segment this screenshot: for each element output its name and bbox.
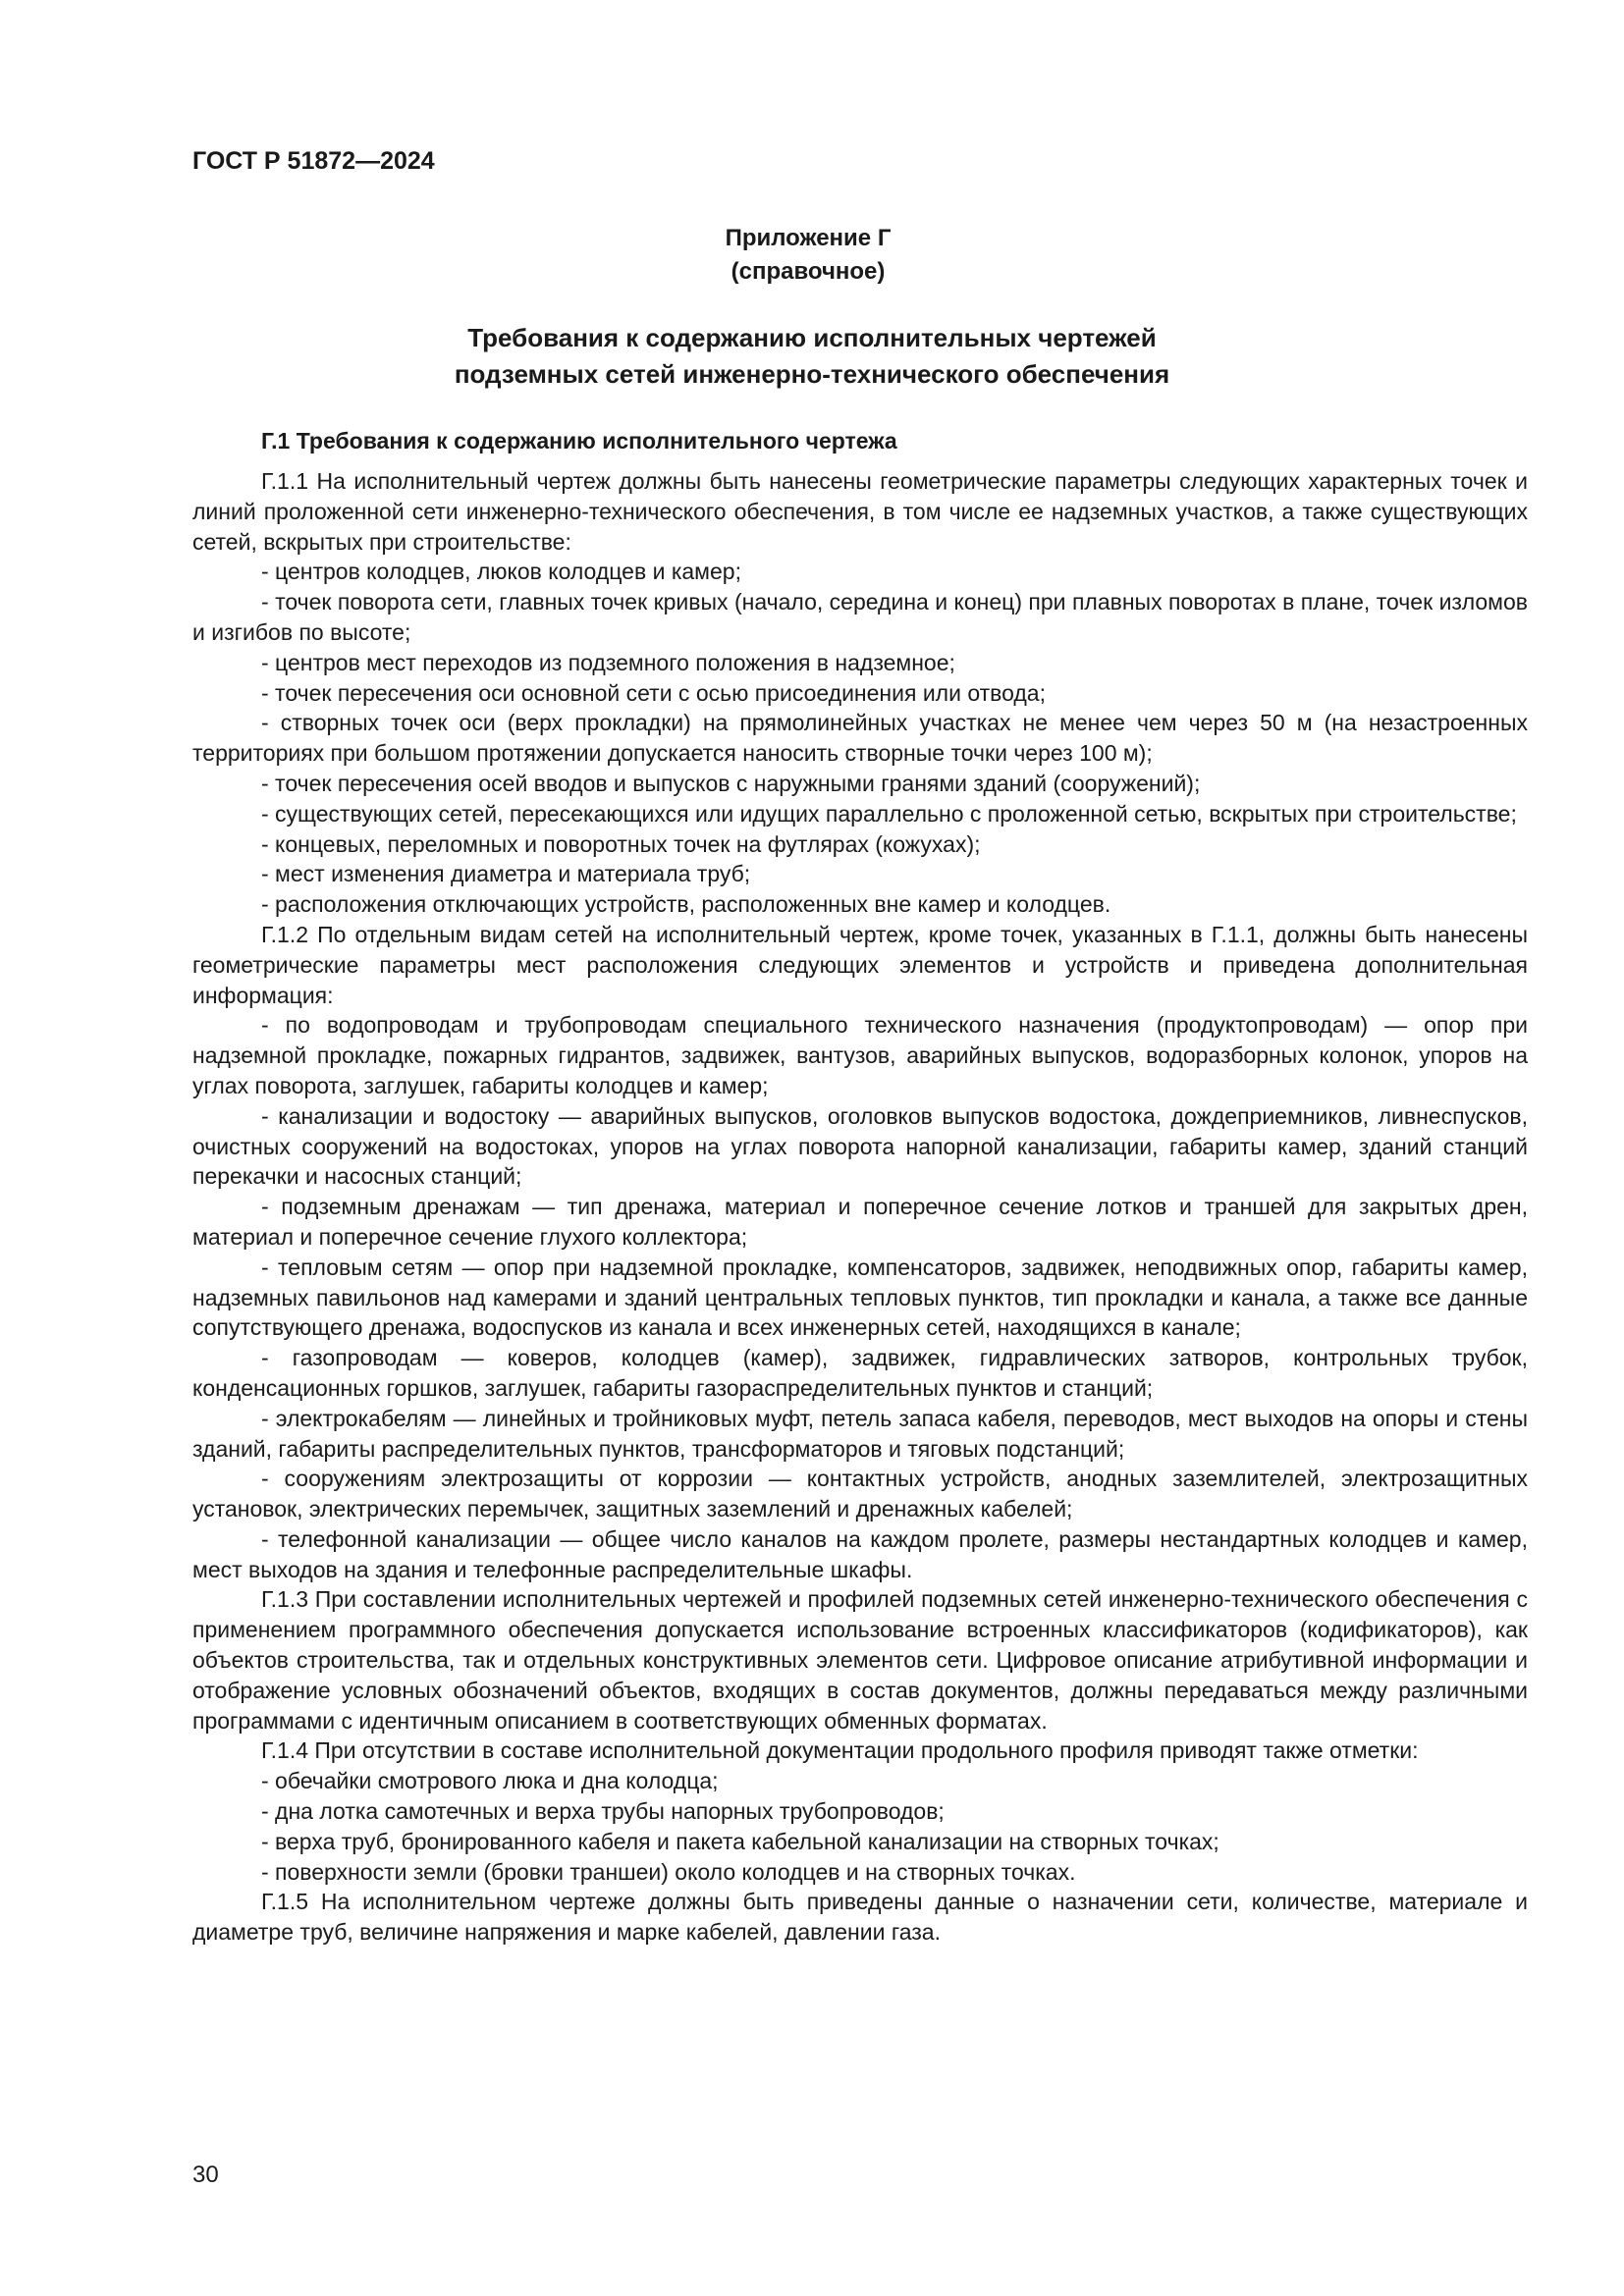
list-item: - газопроводам — коверов, колодцев (камер), задвижек, гидравлических затворов, контрольных трубок, конденсационных горшков, заглушек, габариты газораспределительных пунктов и станций;	[192, 1345, 1528, 1401]
list-item: - обечайки смотрового люка и дна колодца;	[261, 1768, 719, 1794]
paragraph: Г.1.4 При отсутствии в составе исполнительной документации продольного профиля приводят также отметки:	[261, 1737, 1419, 1764]
list-item: - концевых, переломных и поворотных точек на футлярах (кожухах);	[261, 830, 981, 857]
list-item: - центров колодцев, люков колодцев и камер;	[261, 559, 741, 585]
list-item: - сооружениям электрозащиты от коррозии — контактных устройств, анодных заземлителей, электрозащитных установок, электрических перемычек, защитных заземлений и дренажных кабелей;	[192, 1466, 1528, 1522]
list-item: - верха труб, бронированного кабеля и пакета кабельной канализации на створных точках;	[261, 1828, 1219, 1854]
annex-title-line-1: Требования к содержанию исполнительных чертежей	[467, 323, 1157, 352]
list-item: - точек пересечения осей вводов и выпусков с наружными гранями зданий (сооружений);	[261, 770, 1201, 796]
page-number: 30	[192, 2162, 219, 2188]
list-item: - створных точек оси (верх прокладки) на прямолинейных участках не менее чем через 50 м (на незастроенных территориях при большом протяжении допускается наносить створные точки через 100 м);	[192, 710, 1528, 767]
list-item: - центров мест переходов из подземного положения в надземное;	[261, 649, 955, 675]
annex-label: Приложение Г	[725, 225, 892, 251]
list-item: - телефонной канализации — общее число каналов на каждом пролете, размеры нестандартных колодцев и камер, мест выходов на здания и телефонные распределительные шкафы.	[192, 1525, 1528, 1582]
annex-title-line-2: подземных сетей инженерно-технического обеспечения	[454, 359, 1170, 389]
annex-title	[0, 320, 1624, 393]
document-code: ГОСТ Р 51872—2024	[192, 147, 435, 175]
list-item: - расположения отключающих устройств, расположенных вне камер и колодцев.	[261, 891, 1111, 918]
list-item: - существующих сетей, пересекающихся или идущих параллельно с проложенной сетью, вскрытых при строительстве;	[261, 800, 1517, 827]
list-item: - точек пересечения оси основной сети с осью присоединения или отвода;	[261, 679, 1046, 706]
paragraph: Г.1.1 На исполнительный чертеж должны быть нанесены геометрические параметры следующих характерных точек и линий проложенной сети инженерно-технического обеспечения, в том числе ее надземных участков, а также существующих сетей, вскрытых при строительстве:	[192, 468, 1528, 555]
list-item: - дна лотка самотечных и верха трубы напорных трубопроводов;	[261, 1798, 945, 1825]
list-item: - электрокабелям — линейных и тройниковых муфт, петель запаса кабеля, переводов, мест выходов на опоры и стены зданий, габариты распределительных пунктов, трансформаторов и тяговых подстанций;	[192, 1405, 1528, 1462]
list-item: - подземным дренажам — тип дренажа, материал и поперечное сечение лотков и траншей для закрытых дрен, материал и поперечное сечение глухого коллектора;	[192, 1194, 1528, 1250]
list-item: - по водопроводам и трубопроводам специального технического назначения (продуктопроводам) — опор при надземной прокладке, пожарных гидрантов, задвижек, вантузов, аварийных выпусков, водоразборных колонок, упоров на углах поворота, заглушек, габариты колодцев и камер;	[192, 1012, 1528, 1098]
annex-heading	[0, 222, 1624, 289]
list-item: - мест изменения диаметра и материала труб;	[261, 861, 751, 887]
list-item: - тепловым сетям — опор при надземной прокладке, компенсаторов, задвижек, неподвижных опор, габариты камер, надземных павильонов над камерами и зданий центральных тепловых пунктов, тип прокладки и канала, а также все данные сопутствующего дренажа, водоспусков из канала и всех инженерных сетей, находящихся в канале;	[192, 1254, 1528, 1341]
list-item: - точек поворота сети, главных точек кривых (начало, середина и конец) при плавных поворотах в плане, точек изломов и изгибов по высоте;	[192, 589, 1528, 645]
paragraph: Г.1.5 На исполнительном чертеже должны быть приведены данные о назначении сети, количестве, материале и диаметре труб, величине напряжения и марке кабелей, давлении газа.	[192, 1889, 1528, 1946]
list-item: - поверхности земли (бровки траншеи) около колодцев и на створных точках.	[261, 1858, 1076, 1885]
list-item: - канализации и водостоку — аварийных выпусков, оголовков выпусков водостока, дождеприемников, ливнеспусков, очистных сооружений на водостоках, упоров на углах поворота напорной канализации, габариты камер, зданий станций перекачки и насосных станций;	[192, 1102, 1528, 1190]
paragraph: Г.1.3 При составлении исполнительных чертежей и профилей подземных сетей инженерно-технического обеспечения с применением программного обеспечения допускается использование встроенных классификаторов (кодификаторов), как объектов строительства, так и отдельных конструктивных элементов сети. Цифровое описание атрибутивной информации и отображение условных обозначений объектов, входящих в состав документов, должны передаваться между различными программами с идентичным описанием в соответствующих обменных форматах.	[192, 1586, 1528, 1734]
paragraph: Г.1.2 По отдельным видам сетей на исполнительный чертеж, кроме точек, указанных в Г.1.1, должны быть нанесены геометрические параметры мест расположения следующих элементов и устройств и приведена дополнительная информация:	[192, 921, 1528, 1008]
section-heading: Г.1 Требования к содержанию исполнительного чертежа	[261, 428, 897, 454]
annex-type: (справочное)	[731, 258, 886, 285]
section-body	[192, 466, 1528, 1948]
